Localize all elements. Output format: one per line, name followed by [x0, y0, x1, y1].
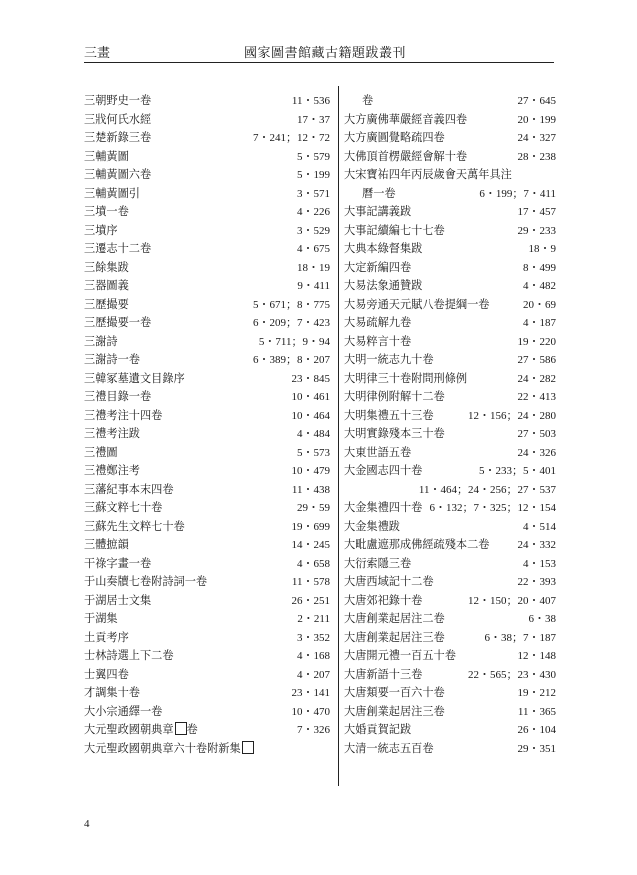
entry-pages: 12・148	[517, 650, 556, 662]
entry-title: 三輔黃圖	[84, 149, 129, 163]
entry-pages: 4・207	[297, 668, 330, 681]
entry-pages: 4・168	[297, 650, 330, 662]
entry-title: 于山奏牘七卷附詩詞一卷	[84, 575, 208, 588]
index-entry	[344, 368, 556, 387]
entry-pages: 26・104	[517, 724, 556, 736]
entry-title: 大元聖政國朝典章六十卷附新集	[84, 740, 254, 756]
entry-pages: 4・514	[523, 520, 556, 533]
index-entry	[84, 405, 330, 424]
entry-title: 大元聖政國朝典章 卷	[84, 723, 198, 736]
entry-title: 大衍索隱三卷	[344, 556, 412, 570]
entry-title: 大唐創業起居注三卷	[344, 704, 445, 718]
entry-pages: 23・141	[291, 687, 330, 699]
entry-pages: 19・212	[517, 687, 556, 699]
entry-title: 曆一卷	[362, 186, 396, 200]
index-entry	[84, 201, 330, 220]
entry-title: 大金集禮跋	[344, 519, 400, 533]
header-rule	[84, 62, 554, 63]
entry-title: 士翼四卷	[84, 667, 129, 681]
index-entry	[84, 90, 330, 109]
entry-title: 三體摭韻	[84, 538, 129, 551]
entry-title: 三輔黃圖引	[84, 186, 140, 200]
entry-pages: 6・38	[528, 613, 556, 625]
index-entry	[344, 127, 556, 146]
entry-pages: 6・199；7・411	[479, 187, 556, 200]
entry-title: 三歷撮要	[84, 297, 129, 311]
entry-title: 三蘇先生文粹七十卷	[84, 519, 185, 533]
index-entry	[84, 146, 330, 165]
index-entry	[344, 627, 556, 646]
entry-title: 大典本綠督集跋	[344, 242, 423, 255]
entry-pages: 28・238	[517, 150, 556, 163]
missing-character-box	[242, 741, 254, 754]
entry-pages: 20・69	[523, 298, 556, 311]
index-entry	[344, 201, 556, 220]
index-entry	[84, 294, 330, 313]
entry-pages: 6・209；7・423	[253, 317, 330, 329]
entry-pages: 5・233；5・401	[479, 465, 556, 477]
entry-title: 大事記講義跋	[344, 205, 412, 218]
entry-title: 大唐創業起居注二卷	[344, 612, 445, 625]
index-entry	[344, 183, 556, 202]
entry-pages: 11・365	[517, 705, 556, 718]
entry-pages: 5・579	[297, 150, 330, 163]
entry-title: 大明一統志九十卷	[344, 353, 434, 366]
index-entry	[84, 479, 330, 498]
entry-title: 三韓冢墓遺文目錄序	[84, 371, 185, 385]
entry-title: 于湖居士文集	[84, 593, 152, 607]
index-entry	[84, 590, 330, 609]
entry-title: 三餘集跋	[84, 260, 129, 274]
index-entry	[84, 627, 330, 646]
entry-title: 大清一統志五百卷	[344, 741, 434, 755]
entry-pages: 5・573	[297, 446, 330, 459]
entry-pages: 10・470	[291, 705, 330, 718]
entry-pages: 4・658	[297, 557, 330, 570]
index-entry	[344, 405, 556, 424]
entry-pages: 24・332	[517, 539, 556, 551]
index-entry	[344, 534, 556, 553]
index-column-right	[344, 90, 556, 756]
entry-pages: 8・499	[523, 261, 556, 274]
index-entry	[344, 701, 556, 720]
index-entry	[344, 608, 556, 627]
entry-title: 三墳序	[84, 223, 118, 237]
index-entry	[344, 571, 556, 590]
index-entry	[344, 738, 556, 757]
entry-pages: 4・226	[297, 206, 330, 218]
entry-title: 三藩紀事本末四卷	[84, 482, 174, 496]
index-entry	[84, 701, 330, 720]
index-entry	[84, 164, 330, 183]
index-entry	[344, 257, 556, 276]
entry-pages: 12・150；20・407	[468, 594, 556, 607]
entry-title: 大易粹言十卷	[344, 334, 412, 348]
entry-title: 干祿字畫一卷	[84, 556, 152, 570]
entry-title: 大小宗通繹一卷	[84, 704, 163, 718]
entry-pages: 24・327	[517, 132, 556, 144]
entry-title: 三禮考注跋	[84, 427, 140, 440]
entry-pages: 26・251	[291, 594, 330, 607]
entry-title: 三朝野史一卷	[84, 94, 152, 107]
index-entry	[344, 312, 556, 331]
entry-title: 才調集十卷	[84, 686, 140, 699]
index-entry	[84, 312, 330, 331]
entry-pages: 9・411	[297, 280, 330, 292]
entry-pages: 27・645	[517, 95, 556, 107]
index-entry	[344, 109, 556, 128]
index-entry	[344, 164, 556, 183]
index-entry	[84, 442, 330, 461]
entry-pages: 18・9	[528, 243, 556, 255]
index-entry	[84, 682, 330, 701]
index-entry	[344, 349, 556, 368]
index-entry	[344, 664, 556, 683]
entry-title: 大易法象通贊跋	[344, 279, 423, 292]
entry-title: 大毗盧遮那成佛經疏殘本二卷	[344, 538, 490, 551]
entry-pages: 7・326	[297, 724, 330, 736]
entry-pages: 10・464	[291, 409, 330, 422]
index-entry	[344, 386, 556, 405]
index-entry	[344, 442, 556, 461]
index-entry	[344, 238, 556, 257]
entry-title: 三遷志十二卷	[84, 242, 152, 255]
entry-title: 于湖集	[84, 612, 118, 625]
entry-pages: 27・586	[517, 354, 556, 366]
entry-pages: 4・484	[297, 428, 330, 440]
entry-title: 大唐新語十三卷	[344, 667, 423, 681]
entry-title: 大明實錄殘本三十卷	[344, 427, 445, 440]
entry-pages: 6・389；8・207	[253, 354, 330, 366]
index-entry	[84, 127, 330, 146]
entry-pages: 27・503	[517, 428, 556, 440]
index-entry	[344, 275, 556, 294]
index-entry	[84, 238, 330, 257]
entry-pages: 18・19	[297, 261, 330, 274]
entry-pages: 2・211	[297, 613, 330, 625]
entry-pages: 4・482	[523, 280, 556, 292]
running-header	[84, 42, 554, 64]
index-entry	[84, 423, 330, 442]
entry-pages: 19・699	[291, 520, 330, 533]
index-entry	[344, 682, 556, 701]
index-entry	[84, 534, 330, 553]
index-entry	[84, 183, 330, 202]
entry-title: 大明律例附解十二卷	[344, 390, 445, 403]
index-entry	[84, 349, 330, 368]
entry-pages: 29・233	[517, 224, 556, 237]
entry-pages: 4・187	[523, 317, 556, 329]
entry-pages: 29・351	[517, 742, 556, 755]
entry-pages: 12・156；24・280	[468, 409, 556, 422]
index-entry	[344, 645, 556, 664]
index-entry	[344, 90, 556, 109]
index-entry	[84, 460, 330, 479]
entry-pages: 14・245	[291, 539, 330, 551]
entry-title: 大唐郊祀錄十卷	[344, 593, 423, 607]
index-entry	[84, 738, 330, 757]
entry-pages: 20・199	[517, 113, 556, 126]
entry-pages: 11・578	[291, 576, 330, 588]
index-entry	[344, 460, 556, 479]
entry-title: 大方廣圓覺略疏四卷	[344, 131, 445, 144]
index-entry	[84, 719, 330, 738]
index-entry	[344, 146, 556, 165]
entry-pages: 17・37	[297, 113, 330, 126]
entry-title: 大方廣佛華嚴經音義四卷	[344, 112, 468, 126]
entry-pages: 3・529	[297, 224, 330, 237]
entry-pages: 24・326	[517, 446, 556, 459]
entry-title: 大明集禮五十三卷	[344, 408, 434, 422]
entry-title: 大唐開元禮一百五十卷	[344, 649, 456, 662]
entry-title: 大唐類要一百六十卷	[344, 686, 445, 699]
entry-pages: 10・479	[291, 465, 330, 477]
entry-pages: 5・199	[297, 169, 330, 181]
index-entry	[344, 331, 556, 350]
entry-title: 土貢考序	[84, 630, 129, 644]
entry-title: 三禮考注十四卷	[84, 408, 163, 422]
index-entry	[344, 553, 556, 572]
entry-title: 士林詩選上下二卷	[84, 649, 174, 662]
entry-title: 三謝詩	[84, 334, 118, 348]
entry-title: 大金集禮四十卷	[344, 501, 423, 514]
entry-pages: 5・711；9・94	[258, 335, 330, 348]
entry-pages: 17・457	[517, 206, 556, 218]
entry-title: 三戕何氏水經	[84, 112, 152, 126]
entry-pages: 6・132；7・325；12・154	[429, 502, 556, 514]
entry-pages: 19・220	[517, 335, 556, 348]
entry-pages: 6・38；7・187	[484, 631, 556, 644]
index-entry	[84, 109, 330, 128]
index-entry	[84, 645, 330, 664]
entry-pages: 22・393	[517, 576, 556, 588]
entry-pages: 24・282	[517, 372, 556, 385]
entry-pages: 22・413	[517, 391, 556, 403]
entry-pages: 3・352	[297, 631, 330, 644]
entry-title: 大佛頂首楞嚴經會解十卷	[344, 149, 468, 163]
entry-pages: 11・438	[291, 483, 330, 496]
entry-title: 大唐創業起居注三卷	[344, 630, 445, 644]
entry-title: 大明律三十卷附問刑條例	[344, 371, 468, 385]
entry-pages: 3・571	[297, 187, 330, 200]
index-entry	[84, 275, 330, 294]
index-entry	[84, 497, 330, 516]
index-entry	[84, 516, 330, 535]
entry-pages: 29・59	[297, 502, 330, 514]
entry-title: 三器圖義	[84, 279, 129, 292]
index-entry	[84, 386, 330, 405]
entry-pages: 22・565；23・430	[468, 668, 556, 681]
index-entry	[344, 497, 556, 516]
entry-pages: 4・675	[297, 243, 330, 255]
entry-title: 三禮目錄一卷	[84, 390, 152, 403]
entry-pages: 11・536	[291, 95, 330, 107]
index-entry	[344, 423, 556, 442]
entry-title: 三禮鄭注考	[84, 464, 140, 477]
entry-title: 三謝詩一卷	[84, 353, 140, 366]
entry-title: 大易旁通天元賦八卷提綱一卷	[344, 297, 490, 311]
entry-title: 大婚貢賀記跋	[344, 723, 412, 736]
entry-pages: 11・464；24・256；27・537	[418, 483, 556, 496]
entry-pages: 7・241；12・72	[253, 132, 330, 144]
missing-character-box	[175, 722, 187, 735]
page-number: 4	[84, 818, 90, 830]
entry-title: 三歷撮要一卷	[84, 316, 152, 329]
index-entry	[84, 220, 330, 239]
book-title: 國家圖書館藏古籍題跋叢刊	[244, 46, 407, 61]
entry-title: 三禮圖	[84, 445, 118, 459]
entry-pages: 5・671；8・775	[253, 298, 330, 311]
entry-title: 大事記續編七十七卷	[344, 223, 445, 237]
entry-pages: 10・461	[291, 391, 330, 403]
index-entry	[344, 719, 556, 738]
entry-title: 大易疏解九卷	[344, 316, 412, 329]
index-entry	[84, 664, 330, 683]
index-entry	[84, 257, 330, 276]
index-entry	[84, 368, 330, 387]
index-entry	[344, 294, 556, 313]
entry-title: 卷	[362, 94, 374, 107]
index-entry	[84, 553, 330, 572]
entry-title: 大定新編四卷	[344, 260, 412, 274]
entry-title: 三墳一卷	[84, 205, 129, 218]
index-entry	[84, 571, 330, 590]
entry-pages: 23・845	[291, 372, 330, 385]
index-entry	[84, 608, 330, 627]
index-column-left	[84, 90, 330, 756]
index-entry	[84, 331, 330, 350]
index-entry	[344, 590, 556, 609]
index-entry	[344, 479, 556, 498]
entry-title: 三蘇文粹七十卷	[84, 501, 163, 514]
section-label: 三畫	[84, 46, 111, 61]
entry-title: 三楚新錄三卷	[84, 131, 152, 144]
entry-title: 大金國志四十卷	[344, 464, 423, 477]
entry-title: 大唐西域記十二卷	[344, 575, 434, 588]
entry-title: 三輔黃圖六卷	[84, 168, 152, 181]
entry-pages: 4・153	[523, 557, 556, 570]
index-entry	[344, 516, 556, 535]
index-entry	[344, 220, 556, 239]
entry-title: 大宋寶祐四年丙辰歲會天萬年具注	[344, 168, 512, 181]
entry-title: 大東世語五卷	[344, 445, 412, 459]
column-divider	[338, 86, 339, 786]
